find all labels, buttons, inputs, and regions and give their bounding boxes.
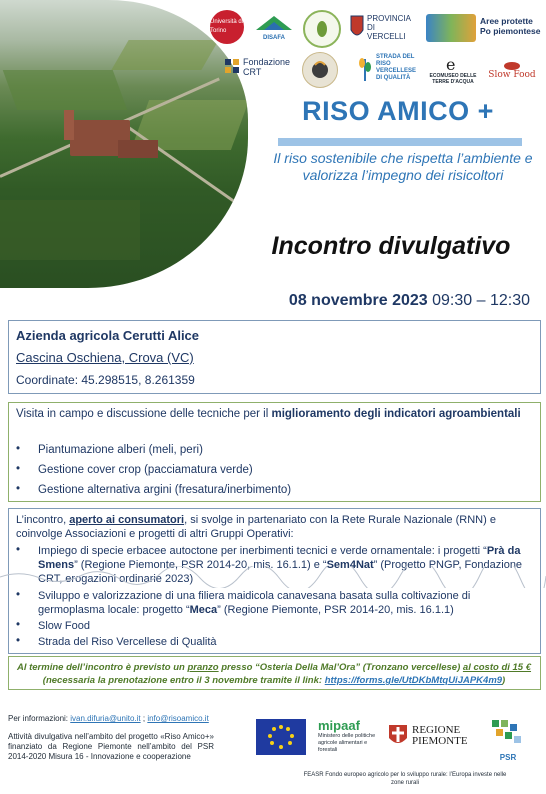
- bullet-dot: •: [16, 443, 21, 455]
- visit-item: Gestione cover crop (pacciamatura verde): [38, 464, 253, 476]
- mipaaf-label: mipaaf: [318, 718, 360, 733]
- ministero-label: Ministero delle politiche agricole alimentari e forestali: [318, 733, 376, 753]
- item-bold: Sem4Nat: [326, 559, 374, 571]
- lunch-text: Al termine dell’incontro è previsto un: [16, 662, 188, 673]
- regione-piemonte-logo: [388, 724, 472, 748]
- rice-stalk-icon: [356, 55, 374, 81]
- lunch-cost: al costo di 15 €: [462, 662, 532, 673]
- info-contacts: [8, 714, 258, 724]
- farm-address-link[interactable]: Cascina Oschiena, Crova (VC): [16, 350, 194, 365]
- item-text: ” (Progetto PNGP, Fondazione CRT, erogazioni ordinarie 2023): [38, 559, 523, 585]
- event-date: 08 novembre 2023: [288, 292, 428, 309]
- park-logo: [302, 52, 338, 88]
- item-bold: Meca: [189, 604, 218, 616]
- info-separator: ;: [140, 714, 148, 723]
- project-subtitle: Il riso sostenibile che rispetta l’ambiente e valorizza l’impegno dei risicoltori: [273, 150, 533, 183]
- bullet-dot: •: [16, 589, 21, 601]
- regione-label: REGIONE PIEMONTE: [412, 724, 468, 747]
- farm-coordinates: Coordinate: 45.298515, 8.261359: [16, 373, 195, 387]
- provincia-vercelli-logo: [350, 10, 416, 44]
- crt-mark-icon: [224, 57, 240, 77]
- email-unito-link[interactable]: ivan.difuria@unito.it: [70, 714, 141, 723]
- leaf-icon: [312, 19, 332, 39]
- psr-logo: [490, 718, 526, 762]
- strada-label: STRADA DEL RISO VERCELLESE DI QUALITÀ: [376, 54, 417, 81]
- aree-protette-label: Aree protette Po piemontese: [480, 16, 541, 36]
- lunch-text: (necessaria la prenotazione entro il 3 novembre tramite il link:: [42, 675, 325, 686]
- disafa-label: DISAFA: [262, 34, 285, 41]
- unito-logo-label: Università di Torino: [210, 19, 244, 34]
- item-bold: Prà da Smens: [38, 545, 521, 571]
- slow-food-logo: [484, 54, 540, 84]
- project-funding-description: Attività divulgativa nell’ambito del progetto «Riso Amico+» finanziato da Regione Piemonte nell’ambito del PSR 2014-2020 Misura 16 - Innovazione e cooperazione: [8, 732, 214, 761]
- lunch-word: pranzo: [187, 662, 219, 673]
- feasr-caption: FEASR Fondo europeo agricolo per lo sviluppo rurale: l’Europa investe nelle zone rurali: [303, 772, 507, 786]
- bullet-dot: •: [16, 544, 21, 556]
- disafa-logo: [252, 10, 296, 44]
- lunch-text: presso “Osteria Della Mal’Ora” (Tronzano vercellese): [218, 662, 463, 673]
- lunch-text: ): [502, 675, 506, 686]
- visit-intro-text: Visita in campo e discussione delle tecniche per il: [16, 408, 272, 420]
- bullet-dot: •: [16, 619, 21, 631]
- hero-aerial-photo: [0, 0, 248, 288]
- decorative-squiggle: [0, 566, 546, 588]
- partnership-item-strada: Strada del Riso Vercellese di Qualità: [38, 636, 217, 648]
- project-title: RISO AMICO +: [302, 96, 494, 126]
- ibex-icon: [309, 59, 331, 81]
- item-text: ” (Regione Piemonte, PSR 2014-20, mis. 16.1.1) e “: [74, 559, 327, 571]
- event-datetime: [200, 292, 530, 310]
- booking-form-link[interactable]: https://forms.gle/UtDKbMtqUiJAPK4m9: [324, 675, 503, 686]
- email-risoamico-link[interactable]: info@risoamico.it: [147, 714, 209, 723]
- item-text: Impiego di specie erbacee autoctone per inerbimenti tecnici e verde ornamentale: i progetti “: [38, 545, 487, 557]
- partnership-item-slowfood: Slow Food: [38, 620, 90, 632]
- unito-logo: [210, 10, 244, 44]
- event-time: 09:30 – 12:30: [432, 292, 530, 309]
- aree-protette-image: [426, 14, 476, 42]
- snail-icon: [502, 59, 522, 71]
- visit-item: Piantumazione alberi (meli, peri): [38, 444, 203, 456]
- bullet-dot: •: [16, 635, 21, 647]
- piemonte-shield-icon: [388, 724, 408, 748]
- fondazione-label: Fondazione CRT: [243, 57, 291, 77]
- eu-stars-icon: [256, 719, 306, 755]
- event-type-heading: Incontro divulgativo: [271, 232, 511, 260]
- open-to-consumers-link[interactable]: aperto ai consumatori: [69, 514, 185, 526]
- slow-food-label: Slow Food: [488, 69, 536, 80]
- title-underline-bar: [278, 138, 522, 146]
- coat-of-arms-icon: [350, 14, 364, 40]
- visit-intro: [16, 407, 532, 421]
- mipaaf-logo: [318, 718, 376, 754]
- ecomuseo-mark-icon: [444, 55, 462, 73]
- partnership-intro-text: L’incontro,: [16, 514, 70, 526]
- association-seal-logo: [303, 10, 341, 48]
- lunch-info: [14, 661, 534, 687]
- ecomuseo-label: ECOMUSEO DELLE TERRE D'ACQUA: [429, 73, 477, 85]
- psr-label: PSR: [499, 753, 517, 762]
- disafa-mark-icon: [254, 12, 294, 34]
- ecomuseo-logo: [428, 52, 478, 88]
- eu-flag-icon: [256, 719, 306, 755]
- psr-mosaic-icon: [490, 718, 526, 748]
- provincia-label: PROVINCIA DI VERCELLI: [367, 13, 411, 41]
- item-text: ” (Regione Piemonte, PSR 2014-20, mis. 16.1.1): [217, 604, 454, 616]
- partnership-intro: [16, 513, 534, 541]
- fondazione-crt-logo: [224, 54, 296, 80]
- partnership-intro-rest: , si svolge in partenariato con la Rete Rurale Nazionale (RNN) e coinvolge Associazioni e progetti di altri Gruppi Operativi:: [16, 514, 496, 540]
- visit-item: Gestione alternativa argini (fresatura/inerbimento): [38, 484, 292, 496]
- info-label: Per informazioni:: [8, 714, 71, 723]
- bullet-dot: •: [16, 483, 21, 495]
- bullet-dot: •: [16, 463, 21, 475]
- farm-name: Azienda agricola Cerutti Alice: [16, 328, 200, 343]
- svg-text:e: e: [446, 55, 456, 73]
- item-text: Sviluppo e valorizzazione di una filiera maidicola canavesana basata sulla coltivazione di germoplasma locale: progetto “: [38, 590, 471, 616]
- visit-intro-bold: miglioramento degli indicatori agroambientali: [271, 408, 521, 420]
- partnership-item-meca: [38, 589, 532, 617]
- strada-riso-logo: [356, 52, 418, 84]
